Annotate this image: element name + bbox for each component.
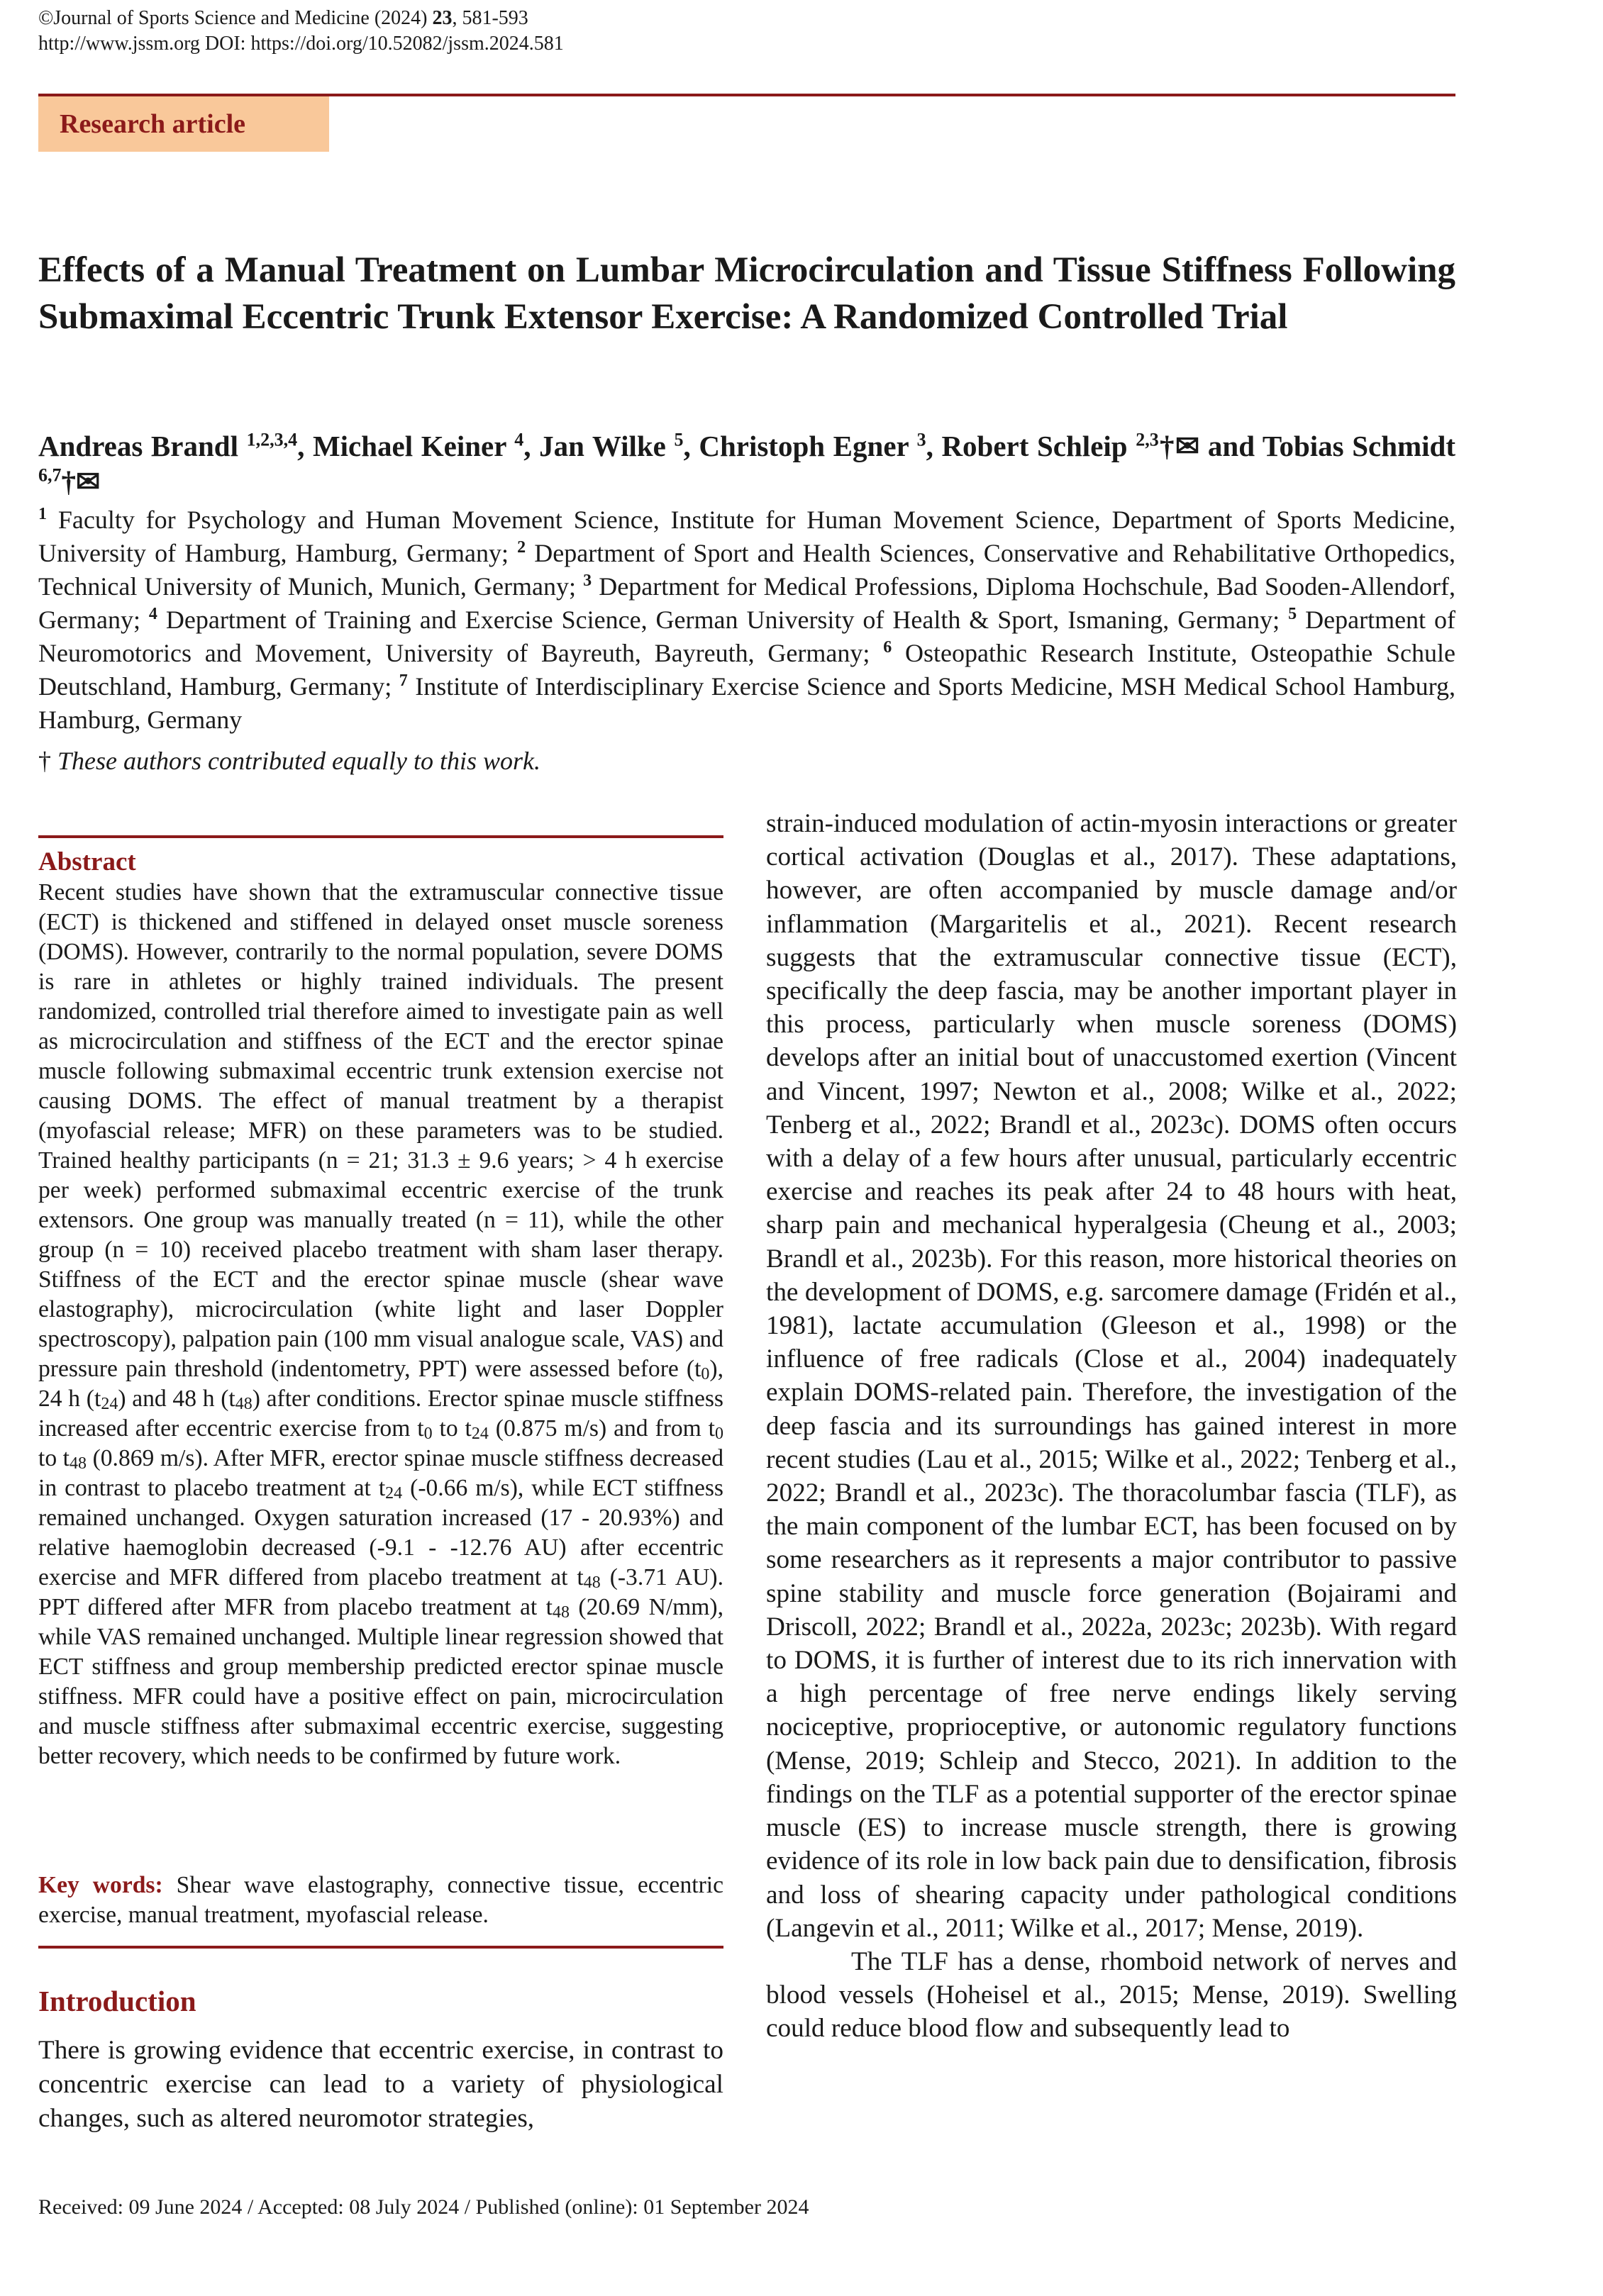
paragraph: strain-induced modulation of actin-myosin interactions or greater cortical activation (Douglas et al., 2017). These adaptations, however, are often accompanied by muscle damage and/or inflammation (Margaritelis et al., 2021). Recent research suggests that the extramuscular connective tissue (ECT), specifically the deep fascia, may be another important player in this process, particularly when muscle soreness (DOMS) develops after an initial bout of unaccustomed exertion (Vincent and Vincent, 1997; Newton et al., 2008; Wilke et al., 2022; Tenberg et al., 2022; Brandl et al., 2023c). DOMS often occurs with a delay of a few hours after unusual, particularly eccentric exercise and reaches its peak after 24 to 48 hours with heat, sharp pain and mechanical hyperalgesia (Cheung et al., 2003; Brandl et al., 2023b). For this reason, more historical theories on the development of DOMS, e.g. sarcomere damage (Fridén et al., 1981), lactate accumulation (Gleeson et al., 1998) or the influence of free radicals (Close et al., 2004) inadequately explain DOMS-related pain. Therefore, the investigation of the deep fascia and its surroundings has gained interest in more recent studies (Lau et al., 2015; Wilke et al., 2022; Tenberg et al., 2022; Brandl et al., 2023c). The thoracolumbar fascia (TLF), as the main component of the lumbar ECT, has been focused on by some researchers as it represents a major contributor to passive spine stability and muscle force generation (Bojairami and Driscoll, 2022; Brandl et al., 2022a, 2023c; 2023b). With regard to DOMS, it is further of interest due to its rich innervation with a high percentage of free nerve endings likely serving nociceptive, proprioceptive, or autonomic regulatory functions (Mense, 2019; Schleip and Stecco, 2021). In addition to the findings on the TLF as a potential supporter of the erector spinae muscle (ES) to increase muscle strength, there is growing evidence of its role in low back pain due to densification, fibrosis and loss of shearing capacity under pathological conditions (Langevin et al., 2011; Wilke et al., 2017; Mense, 2019). bbox=[766, 809, 1457, 1943]
author-list: Andreas Brandl $^{1,2,3,4}$, Michael Keiner $^4$, Jan Wilke $^5$, Christoph Egner $^3$, Robert Schleip $^{2,3}$†✉ and Tobias Schmidt $^{6,7}$†✉ bbox=[38, 429, 1456, 498]
introduction-text-right bbox=[766, 807, 1457, 2046]
article-type-badge: Research article bbox=[38, 96, 329, 152]
abstract-top-rule bbox=[38, 835, 723, 838]
paragraph: The TLF has a dense, rhomboid network of nerves and blood vessels (Hoheisel et al., 2015; Mense, 2019). Swelling could reduce blood flow and subsequently lead to bbox=[766, 1946, 1457, 2044]
publication-dates: Received: 09 June 2024 / Accepted: 08 July 2024 / Published (online): 01 September 2024 bbox=[38, 2195, 809, 2219]
article-title: Effects of a Manual Treatment on Lumbar Microcirculation and Tissue Stiffness Following Submaximal Eccentric Trunk Extensor Exercise: A Randomized Controlled Trial bbox=[38, 250, 1455, 337]
introduction-heading: Introduction bbox=[38, 1985, 196, 2017]
equal-contribution-note: † These authors contributed equally to this work. bbox=[38, 747, 540, 775]
abstract-heading: Abstract bbox=[38, 847, 136, 876]
corresponding-mail-icon[interactable]: †✉ bbox=[1158, 430, 1200, 462]
keywords-bottom-rule bbox=[38, 1946, 723, 1949]
journal-doi-line: http://www.jssm.org DOI: https://doi.org/10.52082/jssm.2024.581 bbox=[38, 33, 564, 55]
introduction-text-left: There is growing evidence that eccentric exercise, in contrast to concentric exercise can lead to a variety of physiological changes, such as altered neuromotor strategies, bbox=[38, 2036, 723, 2133]
journal-citation: ©Journal of Sports Science and Medicine (2024) 23, 581-593 bbox=[38, 7, 528, 29]
corresponding-mail-icon[interactable]: †✉ bbox=[61, 465, 101, 498]
keywords: Key words: Shear wave elastography, connective tissue, eccentric exercise, manual treatment, myofascial release. bbox=[38, 1872, 723, 1928]
affiliations: $^1$ Faculty for Psychology and Human Movement Science, Institute for Human Movement Science, Department of Sports Medicine, University of Hamburg, Hamburg, Germany; $^2$ Department of Sport and Health Sciences, Conservative and Rehabilitative Orthopedics, Technical University of Munich, Munich, Germany; $^3$ Department for Medical Professions, Diploma Hochschule, Bad Sooden-Allendorf, Germany; $^4$ Department of Training and Exercise Science, German University of Health & Sport, Ismaning, Germany; $^5$ Department of Neuromotorics and Movement, University of Bayreuth, Bayreuth, Germany; $^6$ Osteopathic Research Institute, Osteopathie Schule Deutschland, Hamburg, Germany; $^7$ Institute of Interdisciplinary Exercise Science and Sports Medicine, MSH Medical School Hamburg, Hamburg, Germany bbox=[38, 505, 1456, 734]
abstract-text: Recent studies have shown that the extramuscular connective tissue (ECT) is thickened and stiffened in delayed onset muscle soreness (DOMS). However, contrarily to the normal population, severe DOMS is rare in athletes or highly trained individuals. The present randomized, controlled trial therefore aimed to investigate pain as well as microcirculation and stiffness of the ECT and the erector spinae muscle following submaximal eccentric trunk extension exercise not causing DOMS. The effect of manual treatment by a therapist (myofascial release; MFR) on these parameters was to be studied. Trained healthy participants (n = 21; 31.3 ± 9.6 years; > 4 h exercise per week) performed submaximal eccentric exercise of the trunk extensors. One group was manually treated (n = 11), while the other group (n = 10) received placebo treatment with sham laser therapy. Stiffness of the ECT and the erector spinae muscle (shear wave elastography), microcirculation (white light and laser Doppler spectroscopy), palpation pain (100 mm visual analogue scale, VAS) and pressure pain threshold (indentometry, PPT) were assessed before (t0), 24 h (t24) and 48 h (t48) after conditions. Erector spinae muscle stiffness increased after eccentric exercise from t0 to t24 (0.875 m/s) and from t0 to t48 (0.869 m/s). After MFR, erector spinae muscle stiffness decreased in contrast to placebo treatment at t24 (-0.66 m/s), while ECT stiffness remained unchanged. Oxygen saturation increased (17 - 20.93%) and relative haemoglobin decreased (-9.1 - -12.76 AU) after eccentric exercise and MFR differed from placebo treatment at t48 (-3.71 AU). PPT differed after MFR from placebo treatment at t48 (20.69 N/mm), while VAS remained unchanged. Multiple linear regression showed that ECT stiffness and group membership predicted erector spinae muscle stiffness. MFR could have a positive effect on pain, microcirculation and muscle stiffness after submaximal eccentric exercise, suggesting better recovery, which needs to be confirmed by future work. bbox=[38, 879, 723, 1769]
